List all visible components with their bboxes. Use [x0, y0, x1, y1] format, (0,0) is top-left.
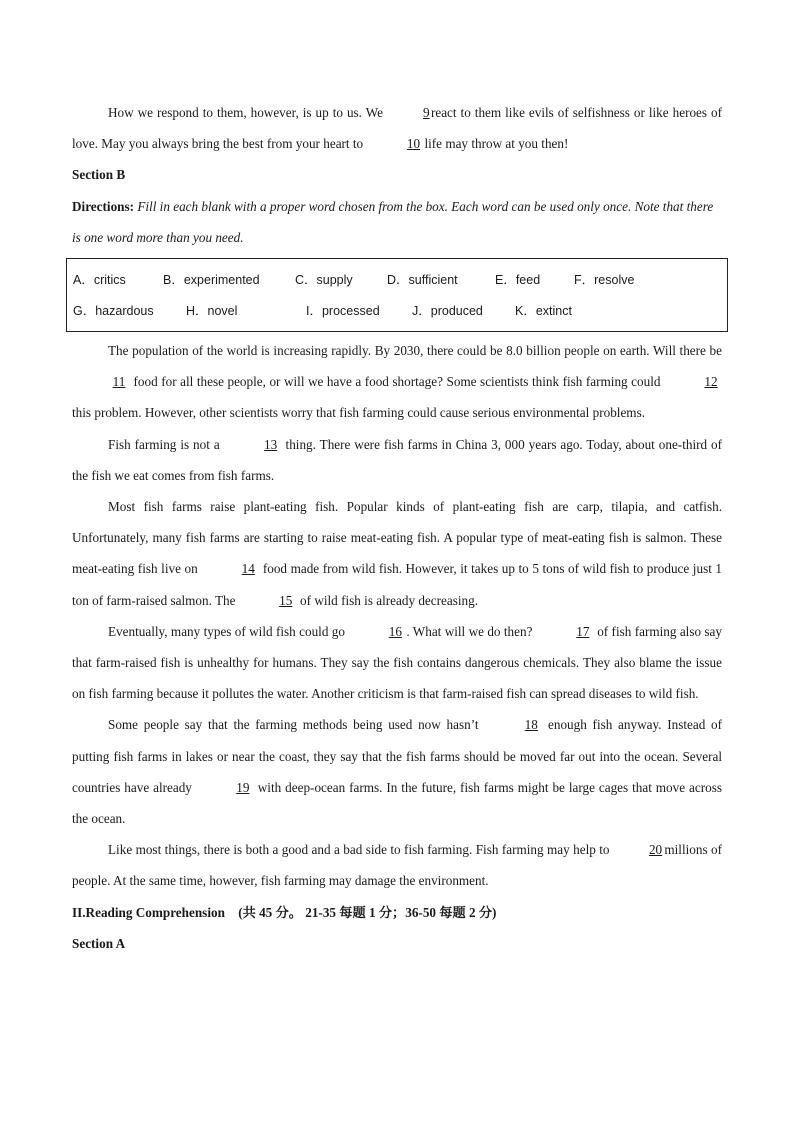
reading-comprehension-heading	[72, 897, 722, 928]
passage-a-ending	[72, 97, 722, 159]
text-span: millions of people. At the same time, however, fish farming may damage the environment.	[72, 842, 723, 889]
directions-label: Directions:	[72, 198, 135, 214]
text-span: How we respond to them, however, is up to us. We	[108, 105, 383, 120]
blank-13[interactable]: 13	[264, 436, 278, 452]
section-a-title: Section A	[72, 935, 126, 951]
text-span: . What will we do then?	[406, 623, 533, 639]
passage-paragraph-3	[72, 491, 722, 616]
blank-18[interactable]: 18	[524, 717, 538, 733]
page-content	[72, 97, 722, 959]
passage-paragraph-6	[72, 834, 722, 896]
passage-paragraph-4	[72, 616, 722, 710]
option-j: J．produced	[412, 304, 483, 319]
word-box-row-2	[73, 296, 721, 327]
text-span: of wild fish is already decreasing.	[300, 592, 479, 608]
blank-11[interactable]: 11	[112, 374, 126, 390]
option-d: D．sufficient	[387, 273, 458, 288]
text-span: Some people say that the farming methods being used now hasn’t	[108, 717, 479, 733]
text-span: The population of the world is increasing rapidly. By 2030, there could be 8.0 billion people on earth. Will there be	[108, 343, 722, 359]
passage-paragraph-2	[72, 429, 722, 491]
section-b-title: Section B	[72, 167, 126, 183]
option-g: G．hazardous	[73, 304, 154, 319]
word-box	[66, 258, 728, 332]
text-span: react to them like evils of selfishness or like heroes of love. May you always bring the best from your heart to	[72, 105, 723, 152]
text-span: life may throw at you then!	[424, 136, 569, 152]
blank-17[interactable]: 17	[576, 623, 590, 639]
text-span: food for all these people, or will we have a food shortage? Some scientists think fish farming could	[133, 374, 661, 390]
option-f: F．resolve	[574, 273, 635, 288]
option-c: C．supply	[295, 273, 353, 288]
word-box-row-1	[73, 265, 721, 296]
blank-9[interactable]: 9	[422, 105, 430, 120]
passage-paragraph-5	[72, 709, 722, 834]
blank-16[interactable]: 16	[388, 623, 402, 639]
text-span: food made from wild fish. However, it takes up to 5 tons of wild fish to produce just 1 ton of farm-raised salmon. The	[72, 561, 723, 608]
text-span: thing. There were fish farms in China 3, 000 years ago. Today, about one-third of the fish we eat comes from fish farms.	[72, 436, 723, 483]
option-i: I．processed	[306, 304, 380, 319]
reading-score: (共 45 分。 21-35 每题 1 分；36-50 每题 2 分)	[238, 904, 497, 920]
text-span: Fish farming is not a	[108, 436, 220, 452]
blank-14[interactable]: 14	[241, 561, 255, 577]
option-b: B．experimented	[163, 273, 260, 288]
text-span: with deep-ocean farms. In the future, fish farms might be large cages that move across the ocean.	[72, 779, 722, 827]
passage-paragraph-1	[72, 335, 722, 429]
text-span: of fish farming also say that farm-raised fish is unhealthy for humans. They say the fish contains dangerous chemicals. They also blame the issue on fish farming because it pollutes the water. Another criticism is that farm-raised fish can spread diseases to wild fish.	[72, 623, 723, 702]
text-span: enough fish anyway. Instead of putting fish farms in lakes or near the coast, they say that the fish farms should be moved far out into the ocean. Several countries have already	[72, 717, 723, 795]
blank-20[interactable]: 20	[648, 842, 663, 858]
option-h: H．novel	[186, 304, 238, 319]
blank-15[interactable]: 15	[279, 592, 293, 608]
blank-10[interactable]: 10	[406, 136, 421, 152]
option-k: K．extinct	[515, 304, 572, 319]
blank-12[interactable]: 12	[704, 374, 718, 390]
text-span: Most fish farms raise plant-eating fish. Popular kinds of plant-eating fish are carp, tilapia, and catfish. Unfortunately, many fish farms are starting to raise meat-eating fish. A popular type of meat-eating fish is salmon. These meat-eating fish live on	[72, 499, 722, 577]
text-span: Like most things, there is both a good and a bad side to fish farming. Fish farming may help to	[108, 842, 610, 858]
text-span: this problem. However, other scientists worry that fish farming could cause serious environmental problems.	[72, 405, 645, 421]
option-e: E．feed	[495, 273, 541, 288]
directions	[72, 191, 722, 253]
option-a: A．critics	[73, 273, 126, 288]
reading-title: II.Reading Comprehension	[72, 904, 225, 920]
text-span: Eventually, many types of wild fish could go	[108, 623, 345, 639]
directions-text: Fill in each blank with a proper word chosen from the box. Each word can be used only once. Note that there is one word more than you need.	[72, 198, 714, 245]
blank-19[interactable]: 19	[236, 779, 250, 795]
